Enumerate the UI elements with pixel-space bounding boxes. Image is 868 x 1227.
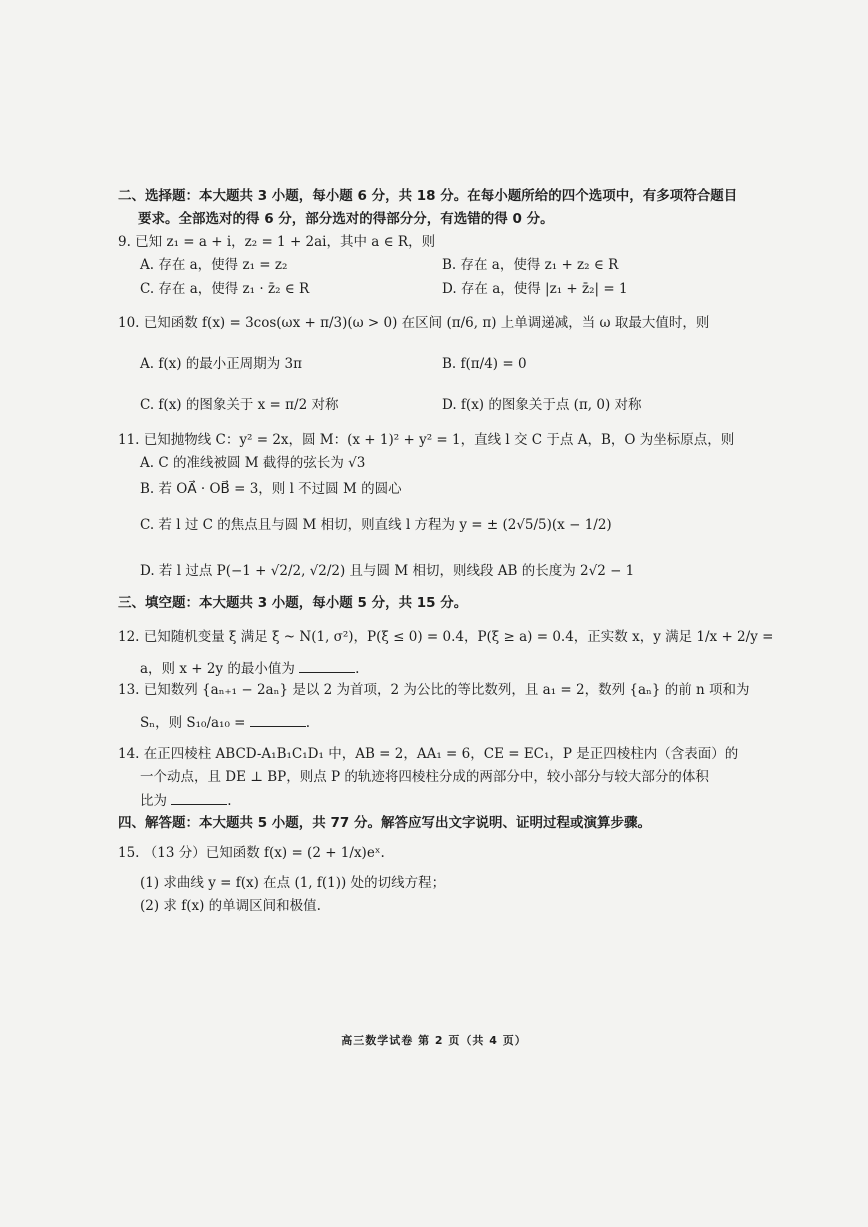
q12-line2: [140, 658, 359, 679]
q12-line2-text: a，则 x + 2y 的最小值为: [140, 661, 295, 677]
q11-option-b: B. 若 OA⃗ · OB⃗ = 3，则 l 不过圆 M 的圆心: [140, 481, 402, 497]
q13-answer-blank[interactable]: [250, 712, 306, 727]
q9-option-b: B. 存在 a，使得 z₁ + z₂ ∈ R: [442, 257, 619, 273]
q13-line2: [140, 712, 310, 733]
q9-option-d: D. 存在 a，使得 |z₁ + z̄₂| = 1: [442, 281, 628, 297]
q14-end: .: [227, 793, 232, 809]
q14-line1: 14. 在正四棱柱 ABCD-A₁B₁C₁D₁ 中，AB = 2，AA₁ = 6，CE = EC₁，P 是正四棱柱内（含表面）的: [118, 746, 739, 762]
section2-heading-line1: 二、选择题：本大题共 3 小题，每小题 6 分，共 18 分。在每小题所给的四个选项中，有多项符合题目: [118, 188, 738, 204]
q12-end: .: [355, 661, 360, 677]
q13-line2-text: Sₙ，则 S₁₀/a₁₀ =: [140, 715, 246, 731]
q10-option-a: A. f(x) 的最小正周期为 3π: [140, 356, 303, 372]
q15-part1: (1) 求曲线 y = f(x) 在点 (1, f(1)) 处的切线方程；: [140, 875, 446, 891]
q13-line1: 13. 已知数列 {aₙ₊₁ − 2aₙ} 是以 2 为首项，2 为公比的等比数列，且 a₁ = 2，数列 {aₙ} 的前 n 项和为: [118, 682, 750, 698]
q11-option-c: C. 若 l 过 C 的焦点且与圆 M 相切，则直线 l 方程为 y = ± (2√5/5)(x − 1/2): [140, 517, 612, 533]
q11-stem: 11. 已知抛物线 C：y² = 2x，圆 M：(x + 1)² + y² = 1，直线 l 交 C 于点 A，B，O 为坐标原点，则: [118, 432, 735, 448]
q15-stem: 15. （13 分）已知函数 f(x) = (2 + 1/x)eˣ.: [118, 845, 385, 861]
q13-end: .: [305, 715, 311, 731]
q10-option-b: B. f(π/4) = 0: [442, 356, 527, 372]
q9-option-c: C. 存在 a，使得 z₁ · z̄₂ ∈ R: [140, 281, 310, 297]
q14-line2: 一个动点，且 DE ⊥ BP，则点 P 的轨迹将四棱柱分成的两部分中，较小部分与较大部分的体积: [140, 769, 709, 785]
q9-option-a: A. 存在 a，使得 z₁ = z₂: [140, 257, 288, 273]
q14-line3: [140, 790, 232, 811]
q15-part2: (2) 求 f(x) 的单调区间和极值.: [140, 898, 321, 914]
q11-option-d: D. 若 l 过点 P(−1 + √2/2, √2/2) 且与圆 M 相切，则线段 AB 的长度为 2√2 − 1: [140, 563, 635, 579]
section2-heading-line2: 要求。全部选对的得 6 分，部分选对的得部分分，有选错的得 0 分。: [138, 211, 554, 227]
q12-line1: 12. 已知随机变量 ξ 满足 ξ ~ N(1, σ²)，P(ξ ≤ 0) = 0.4，P(ξ ≥ a) = 0.4，正实数 x，y 满足 1/x + 2/y =: [118, 629, 774, 645]
q14-answer-blank[interactable]: [171, 790, 227, 805]
page-footer: 高三数学试卷 第 2 页（共 4 页）: [341, 1034, 527, 1047]
q11-option-a: A. C 的准线被圆 M 截得的弦长为 √3: [140, 455, 366, 471]
q14-line3-text: 比为: [140, 793, 167, 809]
q9-stem: 9. 已知 z₁ = a + i，z₂ = 1 + 2ai，其中 a ∈ R，则: [118, 234, 436, 250]
q10-option-d: D. f(x) 的图象关于点 (π, 0) 对称: [442, 397, 642, 413]
section3-heading: 三、填空题：本大题共 3 小题，每小题 5 分，共 15 分。: [118, 595, 468, 611]
q10-option-c: C. f(x) 的图象关于 x = π/2 对称: [140, 397, 339, 413]
section4-heading: 四、解答题：本大题共 5 小题，共 77 分。解答应写出文字说明、证明过程或演算步骤。: [118, 815, 651, 831]
q10-stem: 10. 已知函数 f(x) = 3cos(ωx + π/3)(ω > 0) 在区间 (π/6, π) 上单调递减，当 ω 取最大值时，则: [118, 315, 710, 331]
q12-answer-blank[interactable]: [299, 658, 355, 673]
